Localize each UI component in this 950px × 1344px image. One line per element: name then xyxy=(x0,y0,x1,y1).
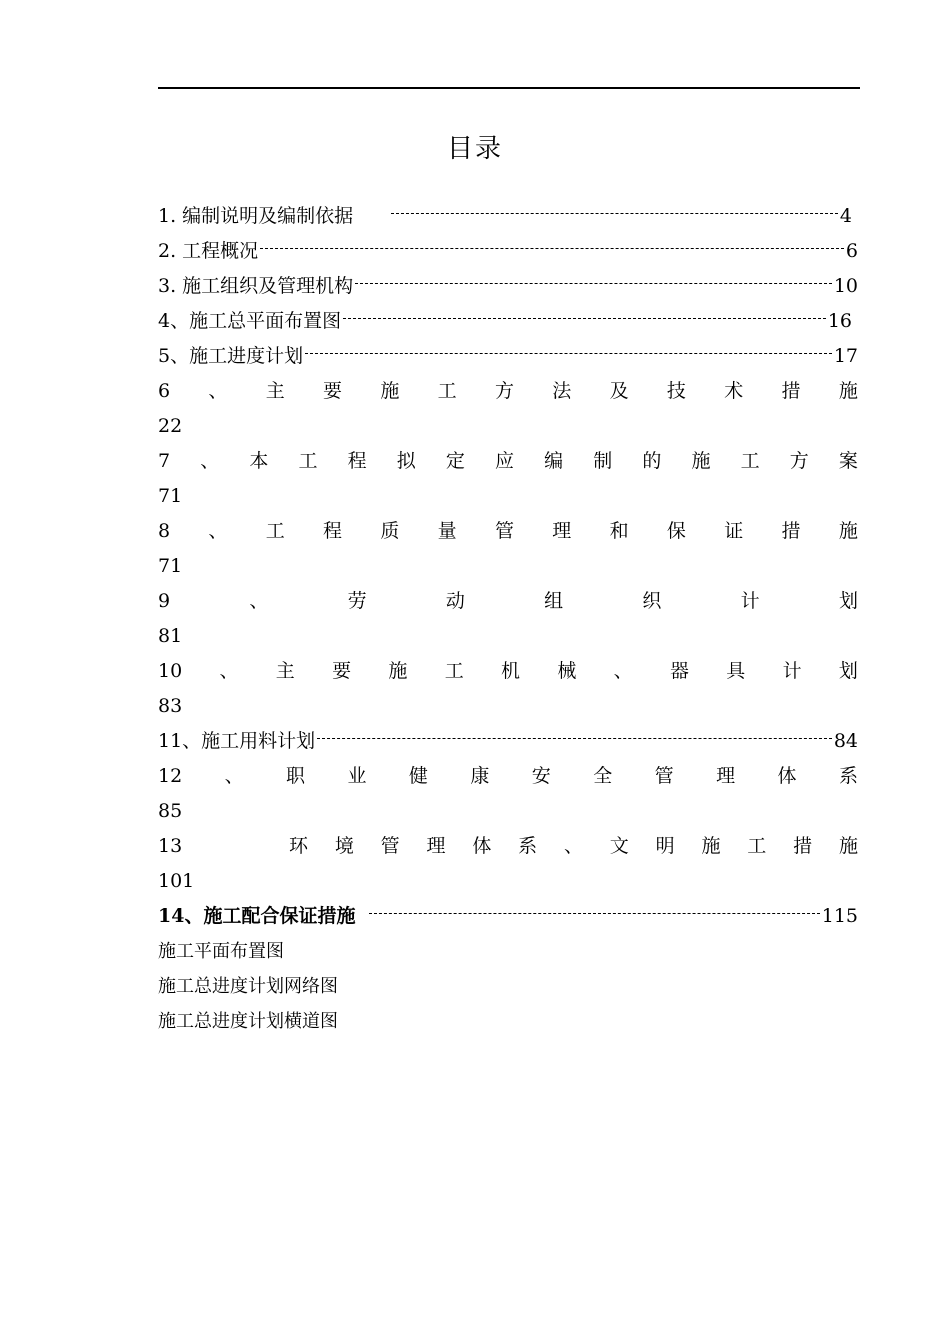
toc-label: 1. 编制说明及编制依据 xyxy=(158,205,354,227)
toc-char: 康 xyxy=(470,765,490,787)
toc-char: 理 xyxy=(426,835,446,857)
toc-char: 、 xyxy=(208,380,228,402)
toc-char: 技 xyxy=(666,380,686,402)
toc-page: 6 xyxy=(845,240,858,262)
leader-dots xyxy=(343,318,826,319)
toc-char: 施 xyxy=(388,660,408,682)
toc-page: 16 xyxy=(827,310,852,332)
toc-entry-5[interactable] xyxy=(158,339,858,374)
leader-dots xyxy=(260,248,844,249)
toc-entry-10-page xyxy=(158,689,858,724)
toc-char: 主 xyxy=(275,660,295,682)
toc-char: 8 xyxy=(158,520,171,542)
toc-char: 施 xyxy=(691,450,711,472)
toc-char: 文 xyxy=(609,835,629,857)
toc-char: 应 xyxy=(494,450,514,472)
leader-dots xyxy=(391,213,838,214)
toc-entry-3[interactable] xyxy=(158,269,858,304)
toc-page: 71 xyxy=(158,555,183,577)
toc-page: 115 xyxy=(821,905,858,927)
toc-char: 、 xyxy=(563,835,583,857)
toc-char: 明 xyxy=(655,835,675,857)
toc-label: 11、施工用料计划 xyxy=(158,730,316,752)
toc-entry-7-page xyxy=(158,479,858,514)
toc-entry-6-page xyxy=(158,409,858,444)
toc-char: 方 xyxy=(789,450,809,472)
toc-char: 术 xyxy=(724,380,744,402)
header-rule xyxy=(158,87,860,89)
toc-entry-10[interactable] xyxy=(158,654,858,689)
toc-char: 保 xyxy=(666,520,686,542)
toc-char: 劳 xyxy=(347,590,367,612)
toc-char: 和 xyxy=(609,520,629,542)
appendix-item-2[interactable]: 施工总进度计划网络图 xyxy=(158,976,338,997)
toc-char: 境 xyxy=(334,835,354,857)
toc-entry-7[interactable] xyxy=(158,444,858,479)
toc-char: 、 xyxy=(200,450,220,472)
toc-char: 措 xyxy=(793,835,813,857)
appendix-item-3[interactable]: 施工总进度计划横道图 xyxy=(158,1011,338,1032)
page-title: 目录 xyxy=(446,134,503,164)
toc-char: 器 xyxy=(669,660,689,682)
toc-char: 6 xyxy=(158,380,171,402)
toc-char: 管 xyxy=(654,765,674,787)
toc-entry-11[interactable] xyxy=(158,724,858,759)
toc-char: 质 xyxy=(380,520,400,542)
toc-char: 方 xyxy=(494,380,514,402)
toc-char: 施 xyxy=(380,380,400,402)
toc-char: 工 xyxy=(437,380,457,402)
toc-char: 理 xyxy=(552,520,572,542)
toc-label: 3. 施工组织及管理机构 xyxy=(158,275,354,297)
toc-entry-2[interactable] xyxy=(158,234,858,269)
toc-char: 编 xyxy=(544,450,564,472)
toc-char: 施 xyxy=(838,380,858,402)
toc-page: 83 xyxy=(158,695,183,717)
toc-char: 及 xyxy=(609,380,629,402)
toc-char: 、 xyxy=(224,765,244,787)
toc-char: 案 xyxy=(838,450,858,472)
toc-char: 12 xyxy=(158,765,183,787)
toc-char: 械 xyxy=(557,660,577,682)
toc-char: 量 xyxy=(437,520,457,542)
toc-char: 程 xyxy=(323,520,343,542)
toc-char: 健 xyxy=(408,765,428,787)
leader-dots xyxy=(369,913,819,914)
toc-char: 要 xyxy=(323,380,343,402)
toc-char: 法 xyxy=(552,380,572,402)
toc-char: 10 xyxy=(158,660,183,682)
toc-label: 4、施工总平面布置图 xyxy=(158,310,342,332)
toc-char: 划 xyxy=(838,660,858,682)
toc-entry-9-page xyxy=(158,619,858,654)
toc-char: 安 xyxy=(531,765,551,787)
toc-entry-6[interactable] xyxy=(158,374,858,409)
toc-char: 全 xyxy=(593,765,613,787)
toc-label: 5、施工进度计划 xyxy=(158,345,304,367)
toc-char: 、 xyxy=(249,590,269,612)
toc-entry-8-page xyxy=(158,549,858,584)
toc-char: 措 xyxy=(781,520,801,542)
leader-dots xyxy=(305,353,832,354)
toc-page: 71 xyxy=(158,485,183,507)
toc-char: 施 xyxy=(701,835,721,857)
toc-char: 制 xyxy=(593,450,613,472)
toc-char: 工 xyxy=(444,660,464,682)
toc-char: 机 xyxy=(501,660,521,682)
toc-char: 管 xyxy=(380,835,400,857)
toc-entry-8[interactable] xyxy=(158,514,858,549)
toc-char: 环 xyxy=(289,835,309,857)
toc-char: 本 xyxy=(249,450,269,472)
toc-char: 证 xyxy=(724,520,744,542)
toc-char: 13 xyxy=(158,835,183,857)
toc-char: 措 xyxy=(781,380,801,402)
toc-char: 划 xyxy=(838,590,858,612)
toc-char: 9 xyxy=(158,590,171,612)
leader-dots xyxy=(355,283,832,284)
toc-char: 具 xyxy=(726,660,746,682)
toc-char: 工 xyxy=(740,450,760,472)
toc-char: 体 xyxy=(777,765,797,787)
toc-label: 2. 工程概况 xyxy=(158,240,259,262)
toc-char: 工 xyxy=(298,450,318,472)
toc-char: 定 xyxy=(445,450,465,472)
toc-char: 系 xyxy=(838,765,858,787)
toc-char: 程 xyxy=(347,450,367,472)
toc-entry-12-page xyxy=(158,794,858,829)
toc-char: 、 xyxy=(208,520,228,542)
toc-entry-9[interactable] xyxy=(158,584,858,619)
toc-entry-4[interactable] xyxy=(158,304,858,339)
toc-char: 计 xyxy=(740,590,760,612)
toc-char: 体 xyxy=(472,835,492,857)
toc-page: 10 xyxy=(833,275,858,297)
toc-char: 施 xyxy=(838,520,858,542)
toc-char: 的 xyxy=(642,450,662,472)
toc-page: 4 xyxy=(839,205,852,227)
toc-char: 职 xyxy=(286,765,306,787)
toc-char: 施 xyxy=(838,835,858,857)
toc-char: 主 xyxy=(265,380,285,402)
toc-page: 85 xyxy=(158,800,183,822)
toc-char: 、 xyxy=(613,660,633,682)
toc-entry-13[interactable] xyxy=(158,829,858,864)
toc-char: 工 xyxy=(747,835,767,857)
toc-char: 工 xyxy=(265,520,285,542)
toc-page: 17 xyxy=(833,345,858,367)
toc-char: 管 xyxy=(494,520,514,542)
toc-entry-1[interactable] xyxy=(158,199,858,234)
toc-char: 动 xyxy=(445,590,465,612)
toc-page: 22 xyxy=(158,415,183,437)
toc-entry-12[interactable] xyxy=(158,759,858,794)
leader-dots xyxy=(317,738,832,739)
toc-char: 系 xyxy=(518,835,538,857)
toc-label: 14、施工配合保证措施 xyxy=(158,905,356,927)
toc-char: 拟 xyxy=(396,450,416,472)
toc-page: 81 xyxy=(158,625,183,647)
toc-char: 计 xyxy=(782,660,802,682)
table-of-contents xyxy=(158,199,858,1039)
toc-entry-14[interactable] xyxy=(158,899,858,934)
toc-page: 101 xyxy=(158,870,195,892)
toc-entry-13-page xyxy=(158,864,858,899)
toc-char: 、 xyxy=(219,660,239,682)
toc-char: 理 xyxy=(716,765,736,787)
toc-page: 84 xyxy=(833,730,858,752)
appendix-item-1[interactable]: 施工平面布置图 xyxy=(158,941,284,962)
toc-char: 要 xyxy=(332,660,352,682)
toc-char: 组 xyxy=(544,590,564,612)
toc-char: 业 xyxy=(347,765,367,787)
toc-char: 织 xyxy=(642,590,662,612)
toc-char: 7 xyxy=(158,450,171,472)
